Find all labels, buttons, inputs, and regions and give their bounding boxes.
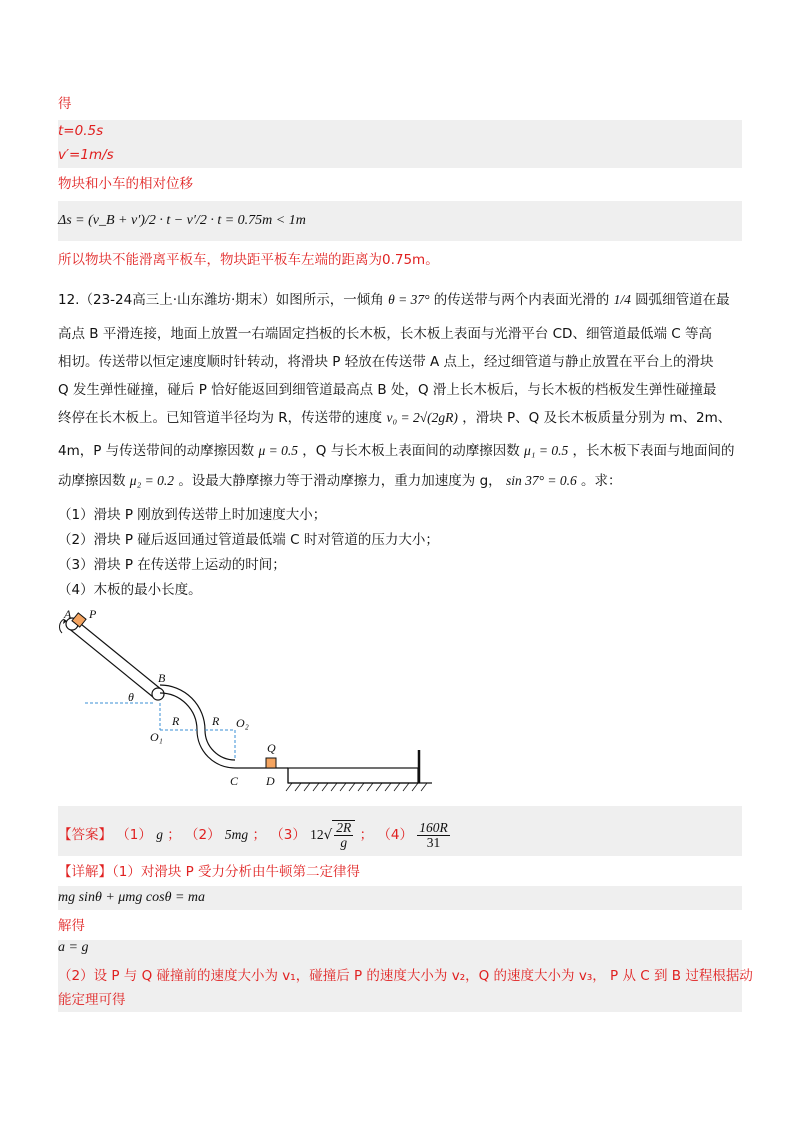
problem-line-6: 4m，P 与传送带间的动摩擦因数 μ = 0.5 ，Q 与长木板上表面间的动摩擦因数 μ₁ = 0.5 ，长木板下表面与地面间的 bbox=[58, 443, 735, 459]
label-a: A bbox=[64, 607, 72, 621]
label-c: C bbox=[230, 774, 239, 788]
label-q: Q bbox=[267, 741, 276, 755]
physics-diagram bbox=[50, 605, 450, 800]
problem-line-4: Q 发生弹性碰撞，碰后 P 恰好能返回到细管道最高点 B 处，Q 滑上长木板后，与长木板的档板发生弹性碰撞最 bbox=[58, 382, 717, 398]
t-v-result-block bbox=[58, 120, 742, 168]
label-o2: O₂ bbox=[236, 716, 249, 730]
v-value: v′=1m/s bbox=[58, 147, 114, 163]
label-b: B bbox=[158, 671, 166, 685]
problem-line-7: 动摩擦因数 μ₂ = 0.2 。设最大静摩擦力等于滑动摩擦力，重力加速度为 g， sin 37° = 0.6 。求： bbox=[58, 473, 622, 489]
label-r1: R bbox=[172, 714, 180, 728]
conveyor-belt bbox=[60, 618, 164, 700]
conclusion-text: 所以物块不能滑离平板车，物块距平板车左端的距离为0.75m。 bbox=[58, 252, 439, 268]
answer-line: 【答案】 （1） g ； （2） 5mg ； （3） 12√ $\frac{2R}{g}$ ； （4） $\frac{160R}{31}$ bbox=[58, 819, 448, 850]
problem-line-2: 高点 B 平滑连接，地面上放置一右端固定挡板的长木板，长木板上表面与光滑平台 CD、细管道最低端 C 等高 bbox=[58, 326, 712, 342]
equation-2: a = g bbox=[58, 940, 89, 955]
label-p: P bbox=[89, 607, 97, 621]
equation-1: mg sinθ + μmg cosθ = ma bbox=[58, 890, 206, 905]
ds-formula: Δs = (v_B + v′)/2 · t − v′/2 · t = 0.75m < 1m bbox=[58, 213, 306, 228]
pulley-b-icon bbox=[152, 688, 164, 700]
t-value: t=0.5s bbox=[58, 123, 104, 139]
detail-step-2-a: （2）设 P 与 Q 碰撞前的速度大小为 v₁，碰撞后 P 的速度大小为 v₂，Q 的速度大小为 v₃， P 从 C 到 B 过程根据动 bbox=[58, 968, 753, 984]
ground-hatch bbox=[286, 783, 427, 791]
de-text: 得 bbox=[58, 96, 72, 112]
question-1: （1）滑块 P 刚放到传送带上时加速度大小； bbox=[58, 507, 327, 523]
jiede-text: 解得 bbox=[58, 918, 85, 934]
label-d: D bbox=[266, 774, 275, 788]
detail-step-1: 【详解】（1）对滑块 P 受力分析由牛顿第二定律得 bbox=[58, 864, 361, 880]
label-theta: θ bbox=[128, 690, 134, 704]
question-2: （2）滑块 P 碰后返回通过管道最低端 C 时对管道的压力大小； bbox=[58, 532, 439, 548]
long-board bbox=[288, 768, 418, 783]
detail-step-2-b: 能定理可得 bbox=[58, 992, 126, 1008]
label-r2: R bbox=[212, 714, 220, 728]
relative-displacement-label: 物块和小车的相对位移 bbox=[58, 176, 193, 192]
problem-line-3: 相切。传送带以恒定速度顺时针转动，将滑块 P 轻放在传送带 A 点上，经过细管道与静止放置在平台上的滑块 bbox=[58, 354, 714, 370]
question-4: （4）木板的最小长度。 bbox=[58, 582, 202, 598]
block-q bbox=[266, 758, 276, 768]
problem-line-1: 12.（23-24高三上·山东潍坊·期末）如图所示，一倾角 θ = 37° 的传送带与两个内表面光滑的 1/4 圆弧细管道在最 bbox=[58, 292, 730, 308]
label-o1: O₁ bbox=[150, 730, 163, 744]
question-3: （3）滑块 P 在传送带上运动的时间； bbox=[58, 557, 286, 573]
problem-line-5: 终停在长木板上。已知管道半径均为 R，传送带的速度 v₀ = 2√(2gR) ，滑块 P、Q 及长木板质量分别为 m、2m、 bbox=[58, 410, 732, 426]
